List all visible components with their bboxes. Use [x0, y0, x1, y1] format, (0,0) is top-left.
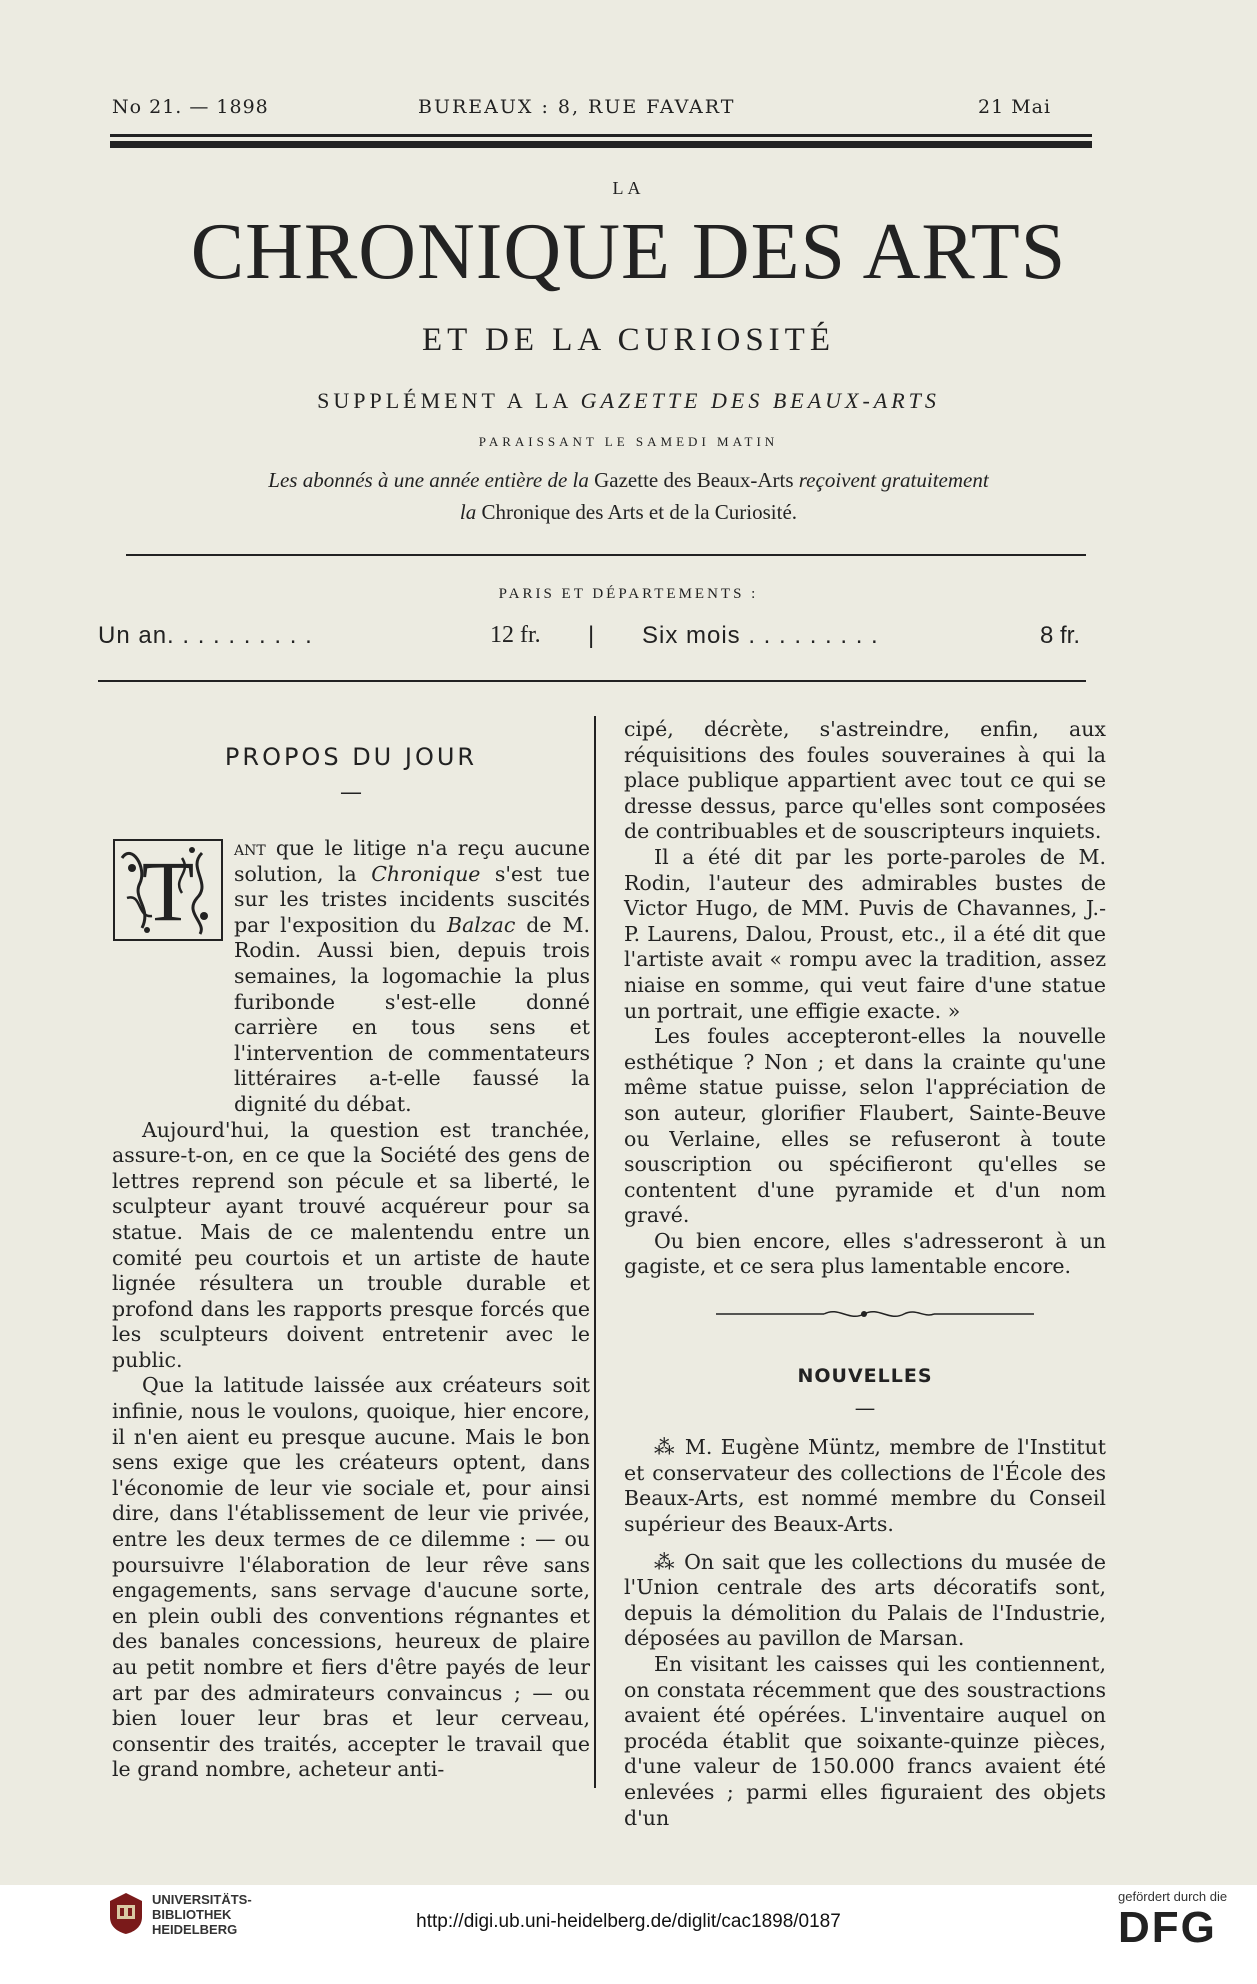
library-line-3: HEIDELBERG [152, 1922, 238, 1937]
dropcap-letter: T [141, 843, 195, 939]
price-year-value: 12 fr. [490, 622, 541, 648]
left-column [112, 836, 590, 1783]
column-divider [594, 716, 596, 1788]
nouvelles-item-1 [624, 1435, 1106, 1537]
dfg-logo: DFG [1118, 1903, 1217, 1952]
library-line-1: UNIVERSITÄTS- [152, 1892, 252, 1907]
propos-paragraph-5: Il a été dit par les porte-paroles de M. Rodin, l'auteur des admirables bustes de Victor Hugo, de MM. Puvis de Chavannes, J.-P. Laurens, Dalou, Proust, etc., il a été dit que l'artiste avait « rompu avec la tradition, assez niaise en somme, qui veut faire d'une statue un portrait, une effigie exacte. » [624, 844, 1106, 1023]
nouvelles-item-1-text: M. Eugène Müntz, membre de l'Institut et conservateur des collections de l'École des Beaux-Arts, est nommé membre du Conseil supérieur des Beaux-Arts. [624, 1435, 1107, 1537]
nouvelles-title: NOUVELLES [797, 1365, 933, 1388]
nouvelles-dash: — [854, 1395, 876, 1420]
abonnes-d: la [459, 500, 482, 524]
prices-rule [98, 680, 1086, 682]
propos-dash: — [340, 780, 362, 805]
funded-by-label: gefördert durch die [1118, 1889, 1228, 1904]
p1-chronique: Chronique [371, 861, 481, 886]
prices-heading: PARIS ET DÉPARTEMENTS : [498, 586, 759, 602]
p1-smallcaps: ant [234, 836, 266, 860]
p1-text-b: s'est tue sur les tristes incidents suscités par l'exposition du [234, 861, 590, 937]
propos-paragraph-7: Ou bien encore, elles s'adresseront à un gagiste, et ce sera plus lamentable encore. [624, 1228, 1106, 1279]
masthead-article: LA [612, 178, 645, 198]
propos-paragraph-6: Les foules accepteront-elles la nouvelle esthétique ? Non ; et dans la crainte qu'une même statue puisse, selon l'appréciation de son auteur, glorifier Flaubert, Sainte-Beuve ou Verlaine, elles se refuseront à toute souscription ou spécifieront qu'elles se contentent d'une pyramide et d'un nom gravé. [624, 1024, 1106, 1228]
asterism-icon: ⁂ [654, 1549, 677, 1574]
masthead-title: CHRONIQUE DES ARTS [190, 208, 1067, 296]
asterism-icon: ⁂ [654, 1435, 677, 1460]
abonnes-b: Gazette des Beaux-Arts [594, 468, 794, 492]
price-six-value: 8 fr. [1040, 622, 1081, 649]
price-six-label: Six mois . . . . . . . . . [642, 622, 879, 649]
abonnes-c: reçoivent gratuitement [793, 468, 989, 492]
bureaux-address: BUREAUX : 8, RUE FAVART [418, 96, 736, 118]
masthead-parution: PARAISSANT LE SAMEDI MATIN [478, 434, 779, 449]
abonnes-a: Les abonnés à une année entière de la [268, 468, 595, 492]
propos-paragraph-1 [112, 836, 590, 1118]
p1-text-a: que le litige n'a reçu aucune solution, la [234, 836, 590, 886]
nouvelles-item-2 [624, 1550, 1106, 1652]
masthead-rule [126, 554, 1086, 556]
library-line-2: BIBLIOTHEK [152, 1907, 232, 1922]
top-rule-thick [110, 141, 1092, 148]
abonnes-e: Chronique des Arts et de la Curiosité. [481, 500, 798, 524]
supplement-gazette: GAZETTE DES BEAUX-ARTS [580, 388, 940, 413]
p1-text-c: de M. Rodin. Aussi bien, depuis trois semaines, la logomachie la plus furibonde s'est-elle donné carrière en tous sens et l'intervention de commentateurs littéraires a-t-elle faussé la dignité du débat. [234, 912, 590, 1116]
propos-title: PROPOS DU JOUR [224, 743, 478, 771]
source-url-link[interactable]: http://digi.ub.uni-heidelberg.de/diglit/cac1898/0187 [416, 1911, 841, 1932]
propos-paragraph-3: Que la latitude laissée aux créateurs soit infinie, nous le voulons, quoique, hier encore, il n'en aient eu presque aucune. Mais le bon sens exige que les créateurs optent, dans l'économie de leur vie sociale et, pour ainsi dire, dans l'établissement de leur vie privée, entre les deux termes de ce dilemme : — ou poursuivre l'élaboration de leur rêve sans engagements, sans servage d'aucune sorte, en plein oubli des conventions régnantes et des banales concessions, heureux de plaire au petit nombre et fiers d'être payés de leur art par des admirateurs convaincus ; — ou bien louer leur bras et leur cerveau, consentir des traités, accepter le travail que le grand nombre, acheteur anti- [112, 1373, 590, 1782]
price-year-label: Un an. . . . . . . . . . [98, 622, 313, 649]
propos-paragraph-2: Aujourd'hui, la question est tranchée, assure-t-on, en ce que la Société des gens de lettres reprend son pécule et sa liberté, le sculpteur ayant trouvé acquéreur pour sa statue. Mais de ce malentendu entre un comité peu courtois et un artiste de haute lignée résultera un trouble durable et profond dans les rapports presque forcés que les sculpteurs doivent entretenir avec le public. [112, 1117, 590, 1372]
supplement-prefix: SUPPLÉMENT A LA [317, 388, 581, 413]
ornamental-divider-icon [624, 1302, 1106, 1326]
top-rule-thin [110, 134, 1092, 137]
price-separator: | [588, 622, 595, 649]
masthead-subscribers-line-2 [0, 500, 1257, 525]
masthead-subtitle: ET DE LA CURIOSITÉ [422, 322, 835, 358]
masthead-subscribers-line-1 [0, 468, 1257, 493]
masthead-supplement [0, 388, 1257, 414]
propos-paragraph-4: cipé, décrète, s'astreindre, enfin, aux réquisitions des foules souveraines à qui la place publique appartient avec tout ce qui se dresse dessus, parce qu'elles sont composées de contribuables et de souscripteurs inquiets. [624, 717, 1106, 844]
p1-balzac: Balzac [447, 912, 516, 937]
right-column [624, 717, 1106, 1831]
issue-number: No 21. — 1898 [112, 96, 269, 118]
issue-date: 21 Mai [978, 96, 1052, 118]
nouvelles-item-2-continued: En visitant les caisses qui les contiennent, on constata récemment que des soustractions avaient été opérées. L'inventaire auquel on procéda établit que soixante-quinze pièces, d'une valeur de 150.000 francs avaient été enlevées ; parmi elles figuraient des objets d'un [624, 1652, 1106, 1830]
nouvelles-item-2-text: On sait que les collections du musée de l'Union centrale des arts décoratifs sont, depuis la démolition du Palais de l'Industrie, déposées au pavillon de Marsan. [624, 1549, 1106, 1651]
